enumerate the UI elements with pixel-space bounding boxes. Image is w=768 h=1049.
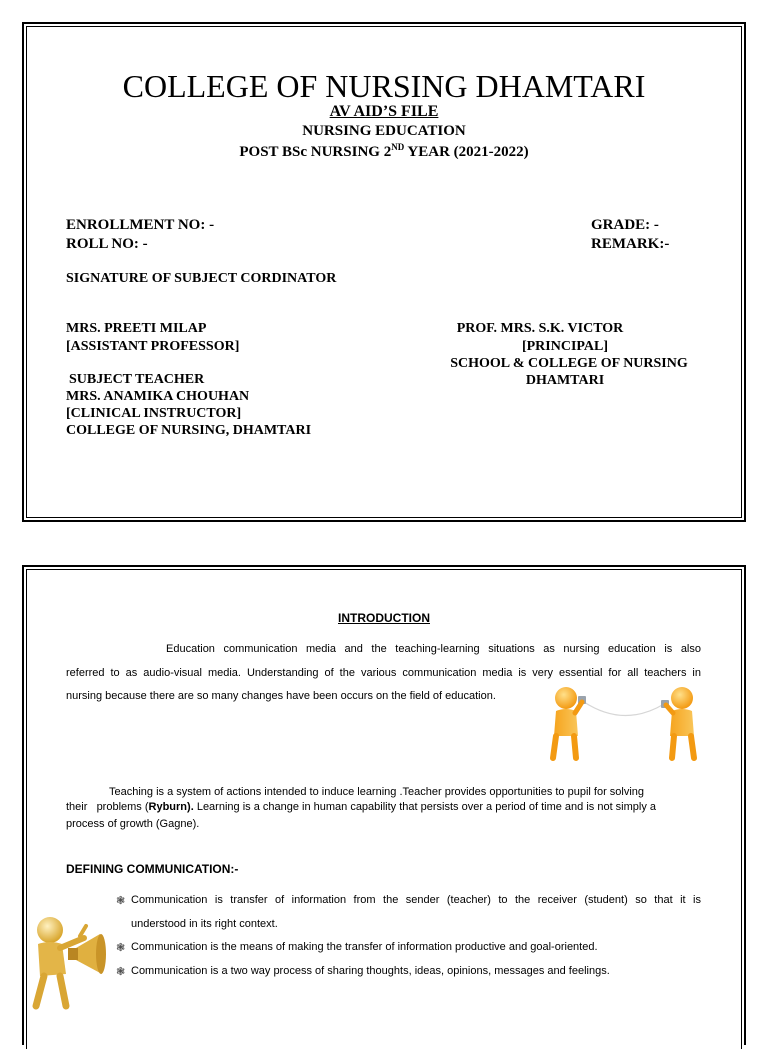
bullet-star-icon: ❃	[116, 895, 126, 907]
grade-label: GRADE: -	[591, 217, 659, 233]
megaphone-figure-illustration	[30, 908, 106, 1012]
intro-para2-line2	[66, 801, 691, 813]
file-title: AV AID’S FILE	[329, 103, 439, 120]
remark-label: REMARK:-	[591, 236, 670, 252]
course-title	[0, 142, 768, 161]
teacher-role: [CLINICAL INSTRUCTOR]	[66, 406, 242, 421]
intro-para1-line1: Education communication media and the teaching-learning situations as nursing education is also	[166, 643, 701, 655]
bullet-3: Communication is a two way process of sharing thoughts, ideas, opinions, messages and feelings.	[131, 965, 610, 977]
college-title: COLLEGE OF NURSING DHAMTARI	[122, 68, 646, 104]
intro-para2-citation: Ryburn).	[148, 801, 194, 813]
teacher-label: SUBJECT TEACHER	[69, 372, 205, 387]
intro-para2-line2-end: Learning is a change in human capability that persists over a period of time and is not simply a	[193, 801, 657, 813]
principal-name: PROF. MRS. S.K. VICTOR	[456, 321, 624, 336]
bullet-star-icon: ❃	[116, 966, 126, 978]
intro-para2-line1: Teaching is a system of actions intended to induce learning .Teacher provides opportunities to pupil for solving	[109, 786, 645, 798]
coordinator-role: [ASSISTANT PROFESSOR]	[66, 339, 240, 354]
teacher-college: COLLEGE OF NURSING, DHAMTARI	[66, 423, 312, 438]
course-prefix: POST BSc NURSING 2	[239, 144, 392, 160]
bullet-2: Communication is the means of making the transfer of information productive and goal-oriented.	[131, 941, 598, 953]
bullet-1-line1: Communication is transfer of information from the sender (teacher) to the receiver (student) so that it is	[131, 894, 701, 906]
enrollment-label: ENROLLMENT NO: -	[66, 217, 215, 233]
principal-role: [PRINCIPAL]	[521, 339, 609, 354]
principal-city: DHAMTARI	[525, 373, 605, 388]
course-suffix: YEAR (2021-2022)	[404, 144, 529, 160]
intro-para2-line3: process of growth (Gagne).	[66, 818, 200, 830]
coordinator-name: MRS. PREETI MILAP	[66, 321, 207, 336]
course-superscript: ND	[391, 142, 405, 152]
signature-label: SIGNATURE OF SUBJECT CORDINATOR	[66, 271, 337, 286]
teacher-name: MRS. ANAMIKA CHOUHAN	[66, 389, 250, 404]
intro-para2-line2-start: their problems (	[66, 801, 149, 813]
subject-title: NURSING EDUCATION	[302, 123, 466, 139]
bullet-star-icon: ❃	[116, 942, 126, 954]
tin-can-phone-illustration	[546, 684, 702, 766]
bullet-1-line2: understood in its right context.	[131, 918, 278, 930]
roll-label: ROLL NO: -	[66, 236, 148, 252]
principal-school: SCHOOL & COLLEGE OF NURSING	[450, 356, 688, 371]
intro-para1-line2: referred to as audio-visual media. Understanding of the various communication media is very essential for all teachers in	[66, 667, 701, 679]
intro-para1-line3: nursing because there are so many changes have been occurs on the field of education.	[66, 690, 496, 702]
introduction-heading: INTRODUCTION	[338, 611, 430, 625]
defining-communication-heading: DEFINING COMMUNICATION:-	[66, 862, 239, 876]
